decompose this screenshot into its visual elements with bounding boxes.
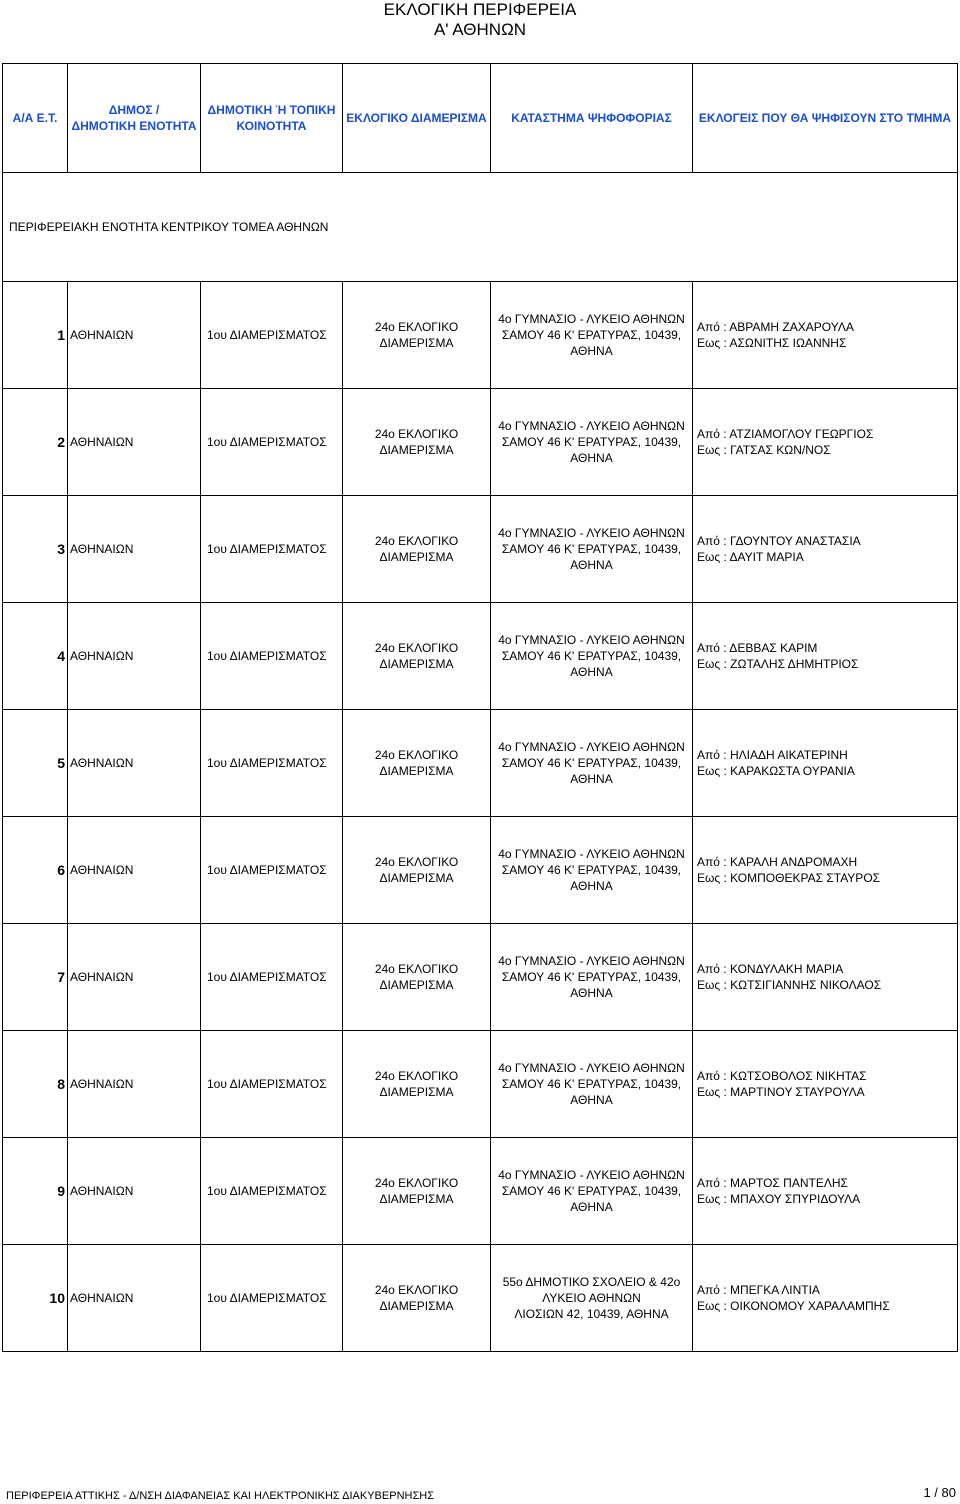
- community: 1ου ΔΙΑΜΕΡΙΣΜΑΤΟΣ: [201, 1138, 343, 1245]
- table-row: [3, 1138, 958, 1245]
- electoral-district: 24ο ΕΚΛΟΓΙΚΟ ΔΙΑΜΕΡΙΣΜΑ: [343, 603, 491, 710]
- table-row: [3, 1031, 958, 1138]
- community: 1ου ΔΙΑΜΕΡΙΣΜΑΤΟΣ: [201, 389, 343, 496]
- table-row: [3, 496, 958, 603]
- header-serial-number: Α/Α Ε.Τ.: [3, 64, 68, 173]
- community: 1ου ΔΙΑΜΕΡΙΣΜΑΤΟΣ: [201, 1031, 343, 1138]
- document-subtitle: Α' ΑΘΗΝΩΝ: [433, 20, 527, 39]
- electoral-district: 24ο ΕΚΛΟΓΙΚΟ ΔΙΑΜΕΡΙΣΜΑ: [343, 282, 491, 389]
- community: 1ου ΔΙΑΜΕΡΙΣΜΑΤΟΣ: [201, 496, 343, 603]
- table-row: [3, 710, 958, 817]
- voters-range: Από : ΗΛΙΑΔΗ ΑΙΚΑΤΕΡΙΝΗ Εως : ΚΑΡΑΚΩΣΤΑ ΟΥΡΑΝΙΑ: [693, 710, 958, 817]
- region-label: ΠΕΡΙΦΕΡΕΙΑΚΗ ΕΝΟΤΗΤΑ ΚΕΝΤΡΙΚΟΥ ΤΟΜΕΑ ΑΘΗΝΩΝ: [3, 173, 958, 282]
- region-row: [3, 173, 958, 282]
- voters-range: Από : ΜΑΡΤΟΣ ΠΑΝΤΕΛΗΣ Εως : ΜΠΑΧΟΥ ΣΠΥΡΙΔΟΥΛΑ: [693, 1138, 958, 1245]
- header-polling-station: ΚΑΤΑΣΤΗΜΑ ΨΗΦΟΦΟΡΙΑΣ: [491, 64, 693, 173]
- serial-number: 9: [3, 1138, 68, 1245]
- municipality: ΑΘΗΝΑΙΩΝ: [68, 710, 201, 817]
- community: 1ου ΔΙΑΜΕΡΙΣΜΑΤΟΣ: [201, 282, 343, 389]
- community: 1ου ΔΙΑΜΕΡΙΣΜΑΤΟΣ: [201, 1245, 343, 1352]
- header-voters: ΕΚΛΟΓΕΙΣ ΠΟΥ ΘΑ ΨΗΦΙΣΟΥΝ ΣΤΟ ΤΜΗΜΑ: [693, 64, 958, 173]
- municipality: ΑΘΗΝΑΙΩΝ: [68, 1031, 201, 1138]
- electoral-district: 24ο ΕΚΛΟΓΙΚΟ ΔΙΑΜΕΡΙΣΜΑ: [343, 924, 491, 1031]
- header-electoral-district: ΕΚΛΟΓΙΚΟ ΔΙΑΜΕΡΙΣΜΑ: [343, 64, 491, 173]
- polling-station: 4ο ΓΥΜΝΑΣΙΟ - ΛΥΚΕΙΟ ΑΘΗΝΩΝ ΣΑΜΟΥ 46 Κ' ΕΡΑΤΥΡΑΣ, 10439, ΑΘΗΝΑ: [491, 603, 693, 710]
- serial-number: 8: [3, 1031, 68, 1138]
- polling-station: 55ο ΔΗΜΟΤΙΚΟ ΣΧΟΛΕΙΟ & 42ο ΛΥΚΕΙΟ ΑΘΗΝΩΝ ΛΙΟΣΙΩΝ 42, 10439, ΑΘΗΝΑ: [491, 1245, 693, 1352]
- document-title: ΕΚΛΟΓΙΚΗ ΠΕΡΙΦΕΡΕΙΑ: [383, 0, 577, 19]
- polling-stations-table: [2, 63, 958, 1352]
- table-row: [3, 603, 958, 710]
- table-row: [3, 1245, 958, 1352]
- municipality: ΑΘΗΝΑΙΩΝ: [68, 1138, 201, 1245]
- voters-range: Από : ΓΔΟΥΝΤΟΥ ΑΝΑΣΤΑΣΙΑ Εως : ΔΑΥΙΤ ΜΑΡΙΑ: [693, 496, 958, 603]
- footer-organization: ΠΕΡΙΦΕΡΕΙΑ ΑΤΤΙΚΗΣ - Δ/ΝΣΗ ΔΙΑΦΑΝΕΙΑΣ ΚΑΙ ΗΛΕΚΤΡΟΝΙΚΗΣ ΔΙΑΚΥΒΕΡΝΗΣΗΣ: [6, 1490, 435, 1502]
- municipality: ΑΘΗΝΑΙΩΝ: [68, 282, 201, 389]
- electoral-district: 24ο ΕΚΛΟΓΙΚΟ ΔΙΑΜΕΡΙΣΜΑ: [343, 1138, 491, 1245]
- polling-station: 4ο ΓΥΜΝΑΣΙΟ - ΛΥΚΕΙΟ ΑΘΗΝΩΝ ΣΑΜΟΥ 46 Κ' ΕΡΑΤΥΡΑΣ, 10439, ΑΘΗΝΑ: [491, 496, 693, 603]
- electoral-district: 24ο ΕΚΛΟΓΙΚΟ ΔΙΑΜΕΡΙΣΜΑ: [343, 817, 491, 924]
- serial-number: 6: [3, 817, 68, 924]
- municipality: ΑΘΗΝΑΙΩΝ: [68, 603, 201, 710]
- municipality: ΑΘΗΝΑΙΩΝ: [68, 924, 201, 1031]
- serial-number: 2: [3, 389, 68, 496]
- polling-station: 4ο ΓΥΜΝΑΣΙΟ - ΛΥΚΕΙΟ ΑΘΗΝΩΝ ΣΑΜΟΥ 46 Κ' ΕΡΑΤΥΡΑΣ, 10439, ΑΘΗΝΑ: [491, 282, 693, 389]
- polling-station: 4ο ΓΥΜΝΑΣΙΟ - ΛΥΚΕΙΟ ΑΘΗΝΩΝ ΣΑΜΟΥ 46 Κ' ΕΡΑΤΥΡΑΣ, 10439, ΑΘΗΝΑ: [491, 1031, 693, 1138]
- voters-range: Από : ΚΟΝΔΥΛΑΚΗ ΜΑΡΙΑ Εως : ΚΩΤΣΙΓΙΑΝΝΗΣ ΝΙΚΟΛΑΟΣ: [693, 924, 958, 1031]
- table-header-row: [3, 64, 958, 173]
- electoral-district: 24ο ΕΚΛΟΓΙΚΟ ΔΙΑΜΕΡΙΣΜΑ: [343, 389, 491, 496]
- community: 1ου ΔΙΑΜΕΡΙΣΜΑΤΟΣ: [201, 924, 343, 1031]
- electoral-district: 24ο ΕΚΛΟΓΙΚΟ ΔΙΑΜΕΡΙΣΜΑ: [343, 496, 491, 603]
- community: 1ου ΔΙΑΜΕΡΙΣΜΑΤΟΣ: [201, 710, 343, 817]
- serial-number: 7: [3, 924, 68, 1031]
- table-row: [3, 817, 958, 924]
- voters-range: Από : ΑΤΖΙΑΜΟΓΛΟΥ ΓΕΩΡΓΙΟΣ Εως : ΓΑΤΣΑΣ ΚΩΝ/ΝΟΣ: [693, 389, 958, 496]
- community: 1ου ΔΙΑΜΕΡΙΣΜΑΤΟΣ: [201, 817, 343, 924]
- voters-range: Από : ΑΒΡΑΜΗ ΖΑΧΑΡΟΥΛΑ Εως : ΑΣΩΝΙΤΗΣ ΙΩΑΝΝΗΣ: [693, 282, 958, 389]
- voters-range: Από : ΚΩΤΣΟΒΟΛΟΣ ΝΙΚΗΤΑΣ Εως : ΜΑΡΤΙΝΟΥ ΣΤΑΥΡΟΥΛΑ: [693, 1031, 958, 1138]
- header-municipality: ΔΗΜΟΣ / ΔΗΜΟΤΙΚΗ ΕΝΟΤΗΤΑ: [68, 64, 201, 173]
- table-row: [3, 924, 958, 1031]
- electoral-district: 24ο ΕΚΛΟΓΙΚΟ ΔΙΑΜΕΡΙΣΜΑ: [343, 710, 491, 817]
- serial-number: 5: [3, 710, 68, 817]
- municipality: ΑΘΗΝΑΙΩΝ: [68, 1245, 201, 1352]
- table-row: [3, 389, 958, 496]
- electoral-district: 24ο ΕΚΛΟΓΙΚΟ ΔΙΑΜΕΡΙΣΜΑ: [343, 1031, 491, 1138]
- polling-station: 4ο ΓΥΜΝΑΣΙΟ - ΛΥΚΕΙΟ ΑΘΗΝΩΝ ΣΑΜΟΥ 46 Κ' ΕΡΑΤΥΡΑΣ, 10439, ΑΘΗΝΑ: [491, 389, 693, 496]
- table-row: [3, 282, 958, 389]
- voters-range: Από : ΚΑΡΑΛΗ ΑΝΔΡΟΜΑΧΗ Εως : ΚΟΜΠΟΘΕΚΡΑΣ ΣΤΑΥΡΟΣ: [693, 817, 958, 924]
- serial-number: 10: [3, 1245, 68, 1352]
- header-community: ΔΗΜΟΤΙΚΗ Ή ΤΟΠΙΚΗ ΚΟΙΝΟΤΗΤΑ: [201, 64, 343, 173]
- municipality: ΑΘΗΝΑΙΩΝ: [68, 389, 201, 496]
- polling-station: 4ο ΓΥΜΝΑΣΙΟ - ΛΥΚΕΙΟ ΑΘΗΝΩΝ ΣΑΜΟΥ 46 Κ' ΕΡΑΤΥΡΑΣ, 10439, ΑΘΗΝΑ: [491, 710, 693, 817]
- page-number: 1 / 80: [923, 1485, 956, 1500]
- polling-station: 4ο ΓΥΜΝΑΣΙΟ - ΛΥΚΕΙΟ ΑΘΗΝΩΝ ΣΑΜΟΥ 46 Κ' ΕΡΑΤΥΡΑΣ, 10439, ΑΘΗΝΑ: [491, 1138, 693, 1245]
- voters-range: Από : ΜΠΕΓΚΑ ΛΙΝΤΙΑ Εως : ΟΙΚΟΝΟΜΟΥ ΧΑΡΑΛΑΜΠΗΣ: [693, 1245, 958, 1352]
- polling-station: 4ο ΓΥΜΝΑΣΙΟ - ΛΥΚΕΙΟ ΑΘΗΝΩΝ ΣΑΜΟΥ 46 Κ' ΕΡΑΤΥΡΑΣ, 10439, ΑΘΗΝΑ: [491, 817, 693, 924]
- serial-number: 4: [3, 603, 68, 710]
- voters-range: Από : ΔΕΒΒΑΣ ΚΑΡΙΜ Εως : ΖΩΤΑΛΗΣ ΔΗΜΗΤΡΙΟΣ: [693, 603, 958, 710]
- electoral-district: 24ο ΕΚΛΟΓΙΚΟ ΔΙΑΜΕΡΙΣΜΑ: [343, 1245, 491, 1352]
- municipality: ΑΘΗΝΑΙΩΝ: [68, 496, 201, 603]
- serial-number: 3: [3, 496, 68, 603]
- polling-station: 4ο ΓΥΜΝΑΣΙΟ - ΛΥΚΕΙΟ ΑΘΗΝΩΝ ΣΑΜΟΥ 46 Κ' ΕΡΑΤΥΡΑΣ, 10439, ΑΘΗΝΑ: [491, 924, 693, 1031]
- municipality: ΑΘΗΝΑΙΩΝ: [68, 817, 201, 924]
- community: 1ου ΔΙΑΜΕΡΙΣΜΑΤΟΣ: [201, 603, 343, 710]
- serial-number: 1: [3, 282, 68, 389]
